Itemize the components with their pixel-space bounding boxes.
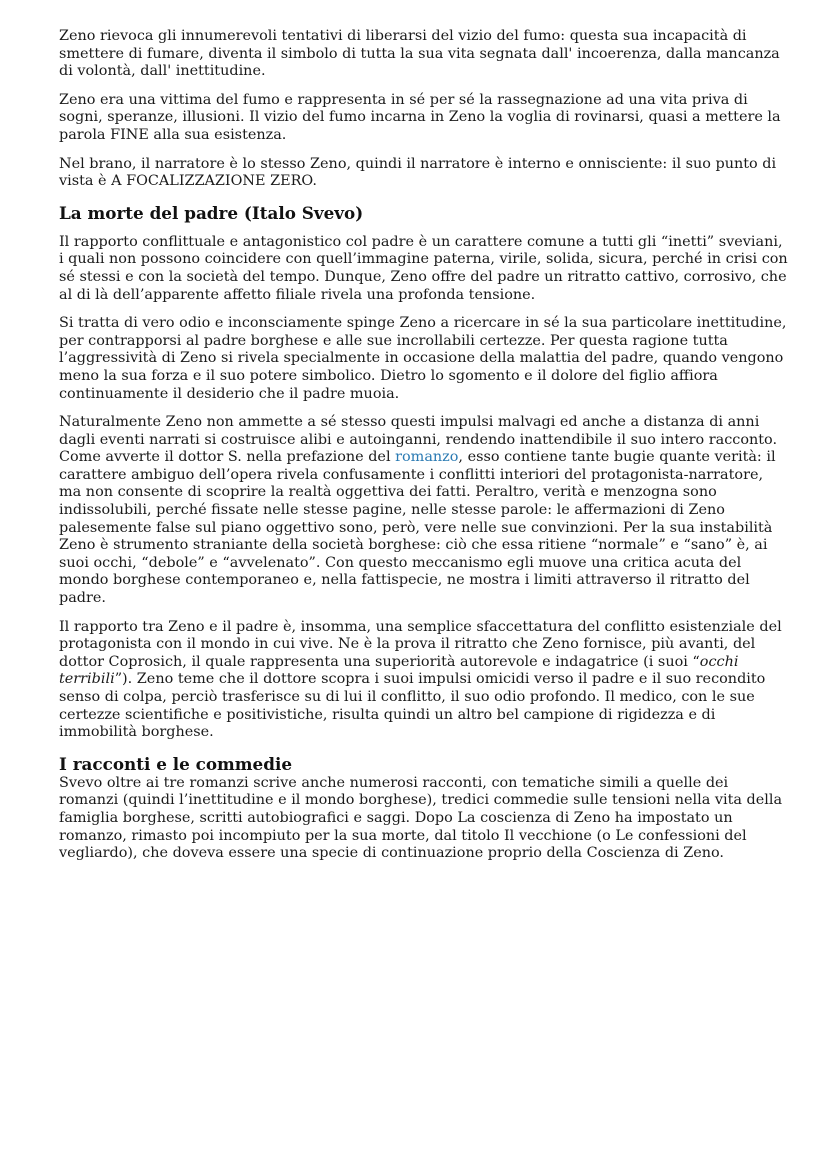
padre-paragraph-3-text-after: , esso contiene tante bugie quante verità: il carattere ambiguo dell’opera rivela confusamente i conflitti interiori del protagonista-narratore, ma non consente di scoprire la realtà oggettiva dei fatti. Peraltro, verità e menzogna sono indissolubili, perché fissate nelle stesse pagine, nelle stesse parole: le affermazioni di Zeno palesemente false sul piano oggettivo sono, però, vere nelle sue convinzioni. Per la sua instabilità Zeno è strumento straniante della società borghese: ciò che essa ritiene “normale” e “sano” è, ai suoi occhi, “debole” e “avvelenato”. Con questo meccanismo egli muove una critica acuta del mondo borghese contemporaneo e, nella fattispecie, ne mostra i limiti attraverso il ritratto del padre. xyxy=(59,449,776,607)
padre-paragraph-3 xyxy=(59,414,789,608)
intro-paragraph-2: Zeno era una vittima del fumo e rappresenta in sé per sé la rassegnazione ad una vita priva di sogni, speranze, illusioni. Il vizio del fumo incarna in Zeno la voglia di rovinarsi, quasi a mettere la parola FINE alla sua esistenza. xyxy=(59,91,781,143)
racconti-paragraph-1: Svevo oltre ai tre romanzi scrive anche numerosi racconti, con tematiche simili a quelle dei romanzi (quindi l’inettitudine e il mondo borghese), tredici commedie sulle tensioni nella vita della famiglia borghese, scritti autobiografici e saggi. Dopo La coscienza di Zeno ha impostato un romanzo, rimasto poi incompiuto per la sua morte, dal titolo Il vecchione (o Le confessioni del vegliardo), che doveva essere una specie di continuazione proprio della Coscienza di Zeno. xyxy=(59,774,783,862)
intro-paragraph-1: Zeno rievoca gli innumerevoli tentativi di liberarsi del vizio del fumo: questa sua incapacità di smettere di fumare, diventa il simbolo di tutta la sua vita segnata dall' incoerenza, dalla mancanza di volontà, dall' inettitudine. xyxy=(59,28,780,80)
document-page xyxy=(59,28,789,874)
padre-paragraph-4-text-before: Il rapporto tra Zeno e il padre è, insomma, una semplice sfaccettatura del conflitto esistenziale del protagonista con il mondo in cui vive. Ne è la prova il ritratto che Zeno fornisce, più avanti, del dottor Coprosich, il quale rappresenta una superiorità autorevole e indagatrice (i suoi “ xyxy=(59,618,782,670)
padre-paragraph-4-text-after: ”). Zeno teme che il dottore scopra i suoi impulsi omicidi verso il padre e il suo recondito senso di colpa, perciò trasferisce su di lui il conflitto, il suo odio profondo. Il medico, con le sue certezze scientifiche e positivistiche, risulta quindi un altro bel campione di rigidezza e di immobilità borghese. xyxy=(59,671,766,741)
padre-paragraph-3-text-before: Naturalmente Zeno non ammette a sé stesso questi impulsi malvagi ed anche a distanza di anni dagli eventi narrati si costruisce alibi e autoinganni, rendendo inattendibile il suo intero racconto. Come avverte il dottor S. nella prefazione del xyxy=(59,414,778,466)
intro-paragraph-3: Nel brano, il narratore è lo stesso Zeno, quindi il narratore è interno e onnisciente: il suo punto di vista è A FOCALIZZAZIONE ZERO. xyxy=(59,155,777,190)
romanzo-link[interactable]: romanzo xyxy=(395,449,459,466)
section-heading-racconti: I racconti e le commedie xyxy=(59,753,293,774)
occhi-terribili-emphasis: occhi terribili xyxy=(59,653,739,688)
section-heading-padre: La morte del padre (Italo Svevo) xyxy=(59,202,364,223)
padre-paragraph-2: Si tratta di vero odio e inconsciamente spinge Zeno a ricercare in sé la sua particolare inettitudine, per contrapporsi al padre borghese e alle sue incrollabili certezze. Per questa ragione tutta l’aggressività di Zeno si rivela specialmente in occasione della malattia del padre, quando vengono meno la sua forza e il suo potere simbolico. Dietro lo sgomento e il dolore del figlio affiora continuamente il desiderio che il padre muoia. xyxy=(59,315,787,402)
padre-paragraph-1: Il rapporto conflittuale e antagonistico col padre è un carattere comune a tutti gli “inetti” sveviani, i quali non possono coincidere con quell’immagine paterna, virile, solida, sicura, perché in crisi con sé stessi e con la società del tempo. Dunque, Zeno offre del padre un ritratto cattivo, corrosivo, che al di là dell’apparente affetto filiale rivela una profonda tensione. xyxy=(59,233,788,303)
padre-paragraph-4 xyxy=(59,619,789,742)
